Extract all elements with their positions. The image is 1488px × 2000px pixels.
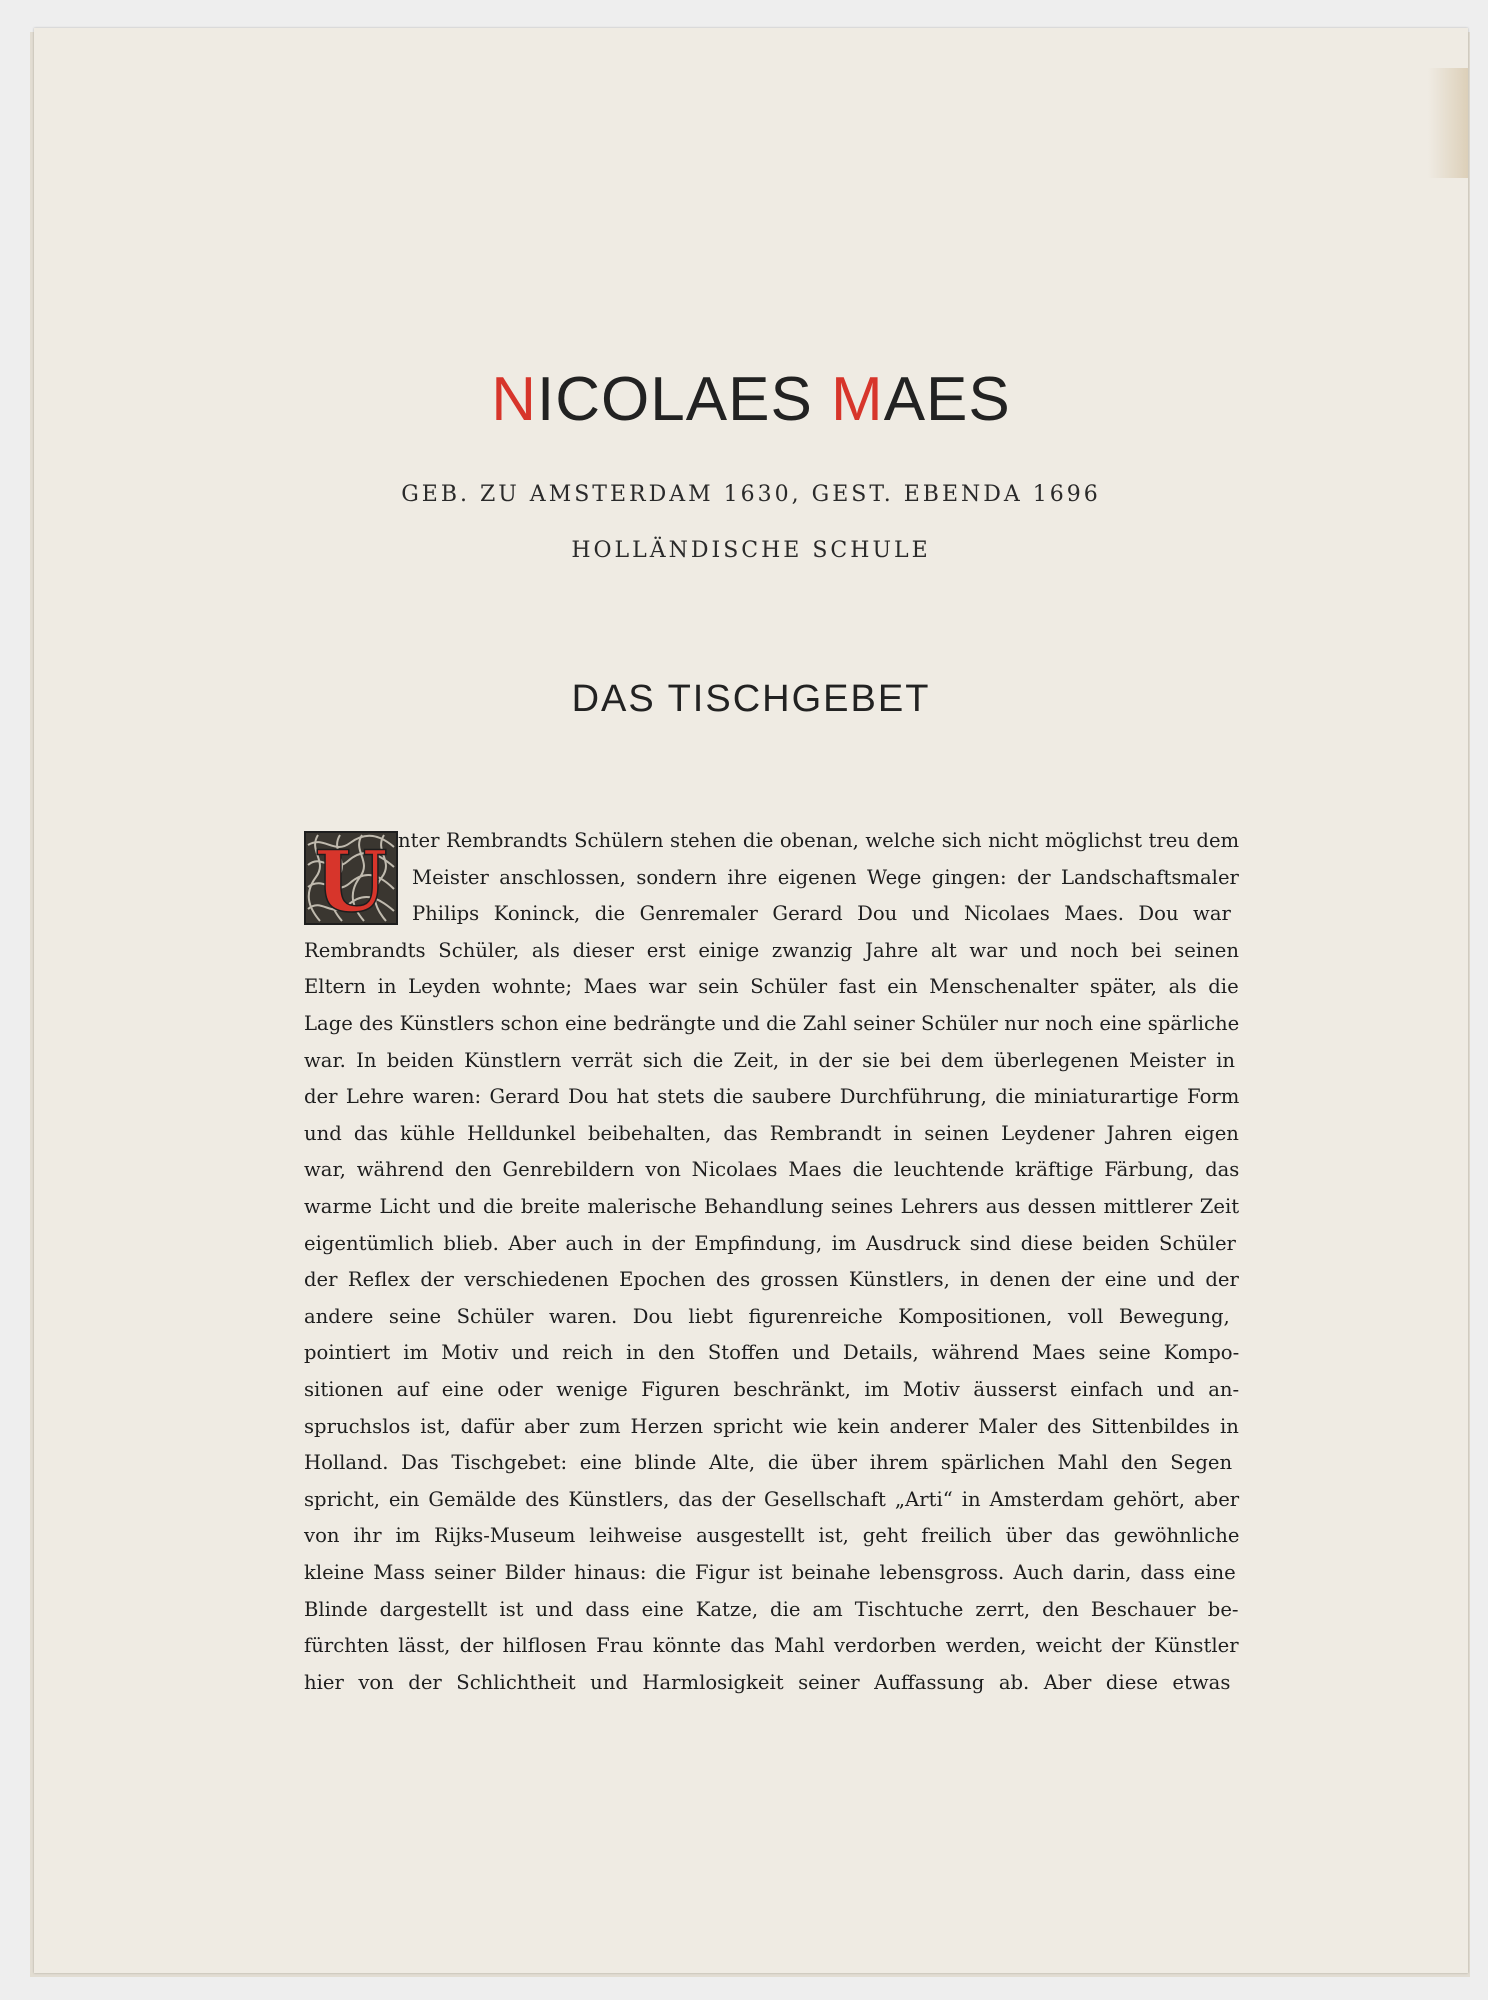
body-line: der Lehre waren: Gerard Dou hat stets die saubere Durchführung, die miniaturartige Form [304,1085,1240,1109]
section-heading: DAS TISCHGEBET [571,678,931,720]
body-line: von ihr im Rijks-Museum leihweise ausgestellt ist, geht freilich über das gewöhnliche [304,1524,1240,1548]
ornamental-dropcap-icon [304,831,398,925]
paper-stain [1428,68,1468,178]
body-line: und das kühle Helldunkel beibehalten, das Rembrandt in seinen Leydener Jahren eigen [304,1121,1239,1145]
birth-death-line: GEB. ZU AMSTERDAM 1630, GEST. EBENDA 1696 [401,482,1101,507]
body-line: hier von der Schlichtheit und Harmlosigkeit seiner Auffassung ab. Aber diese etwas [304,1670,1231,1694]
title-initial-m: M [831,365,884,434]
body-line: warme Licht und die breite malerische Behandlung seines Lehrers aus dessen mittlerer Zeit [304,1195,1240,1218]
body-line: eigentümlich blieb. Aber auch in der Empfindung, im Ausdruck sind diese beiden Schüler [304,1231,1236,1255]
title-rest-1: ICOLAES [537,365,832,434]
dropcap-letter: U [314,832,388,925]
body-line: pointiert im Motiv und reich in den Stoffen und Details, während Maes seine Kompo- [304,1341,1240,1365]
page-sheet [34,28,1468,1973]
body-line: fürchten lässt, der hilflosen Frau könnte das Mahl verdorben werden, weicht der Künstler [304,1634,1239,1658]
body-line: Rembrandts Schüler, als dieser erst einige zwanzig Jahre alt war und noch bei seinen [304,938,1239,962]
body-line: kleine Mass seiner Bilder hinaus: die Figur ist beinahe lebensgross. Auch darin, dass eine [304,1561,1236,1584]
body-line: Lage des Künstlers schon eine bedrängte und die Zahl seiner Schüler nur noch eine spärliche [304,1012,1240,1035]
body-line: Holland. Das Tischgebet: eine blinde Alte, die über ihrem spärlichen Mahl den Segen [304,1451,1233,1475]
body-line: spruchslos ist, dafür aber zum Herzen spricht wie kein anderer Maler des Sittenbildes in [304,1414,1239,1438]
body-line: war. In beiden Künstlern verrät sich die Zeit, in der sie bei dem überlegenen Meister in [304,1048,1236,1072]
body-line: Eltern in Leyden wohnte; Maes war sein Schüler fast ein Menschenalter später, als die [304,975,1239,999]
body-line: war, während den Genrebildern von Nicolaes Maes die leuchtende kräftige Färbung, das [304,1158,1240,1182]
body-line: spricht, ein Gemälde des Künstlers, das der Gesellschaft „Arti“ in Amsterdam gehört, aber [304,1487,1240,1511]
page-title [34,364,1468,435]
body-line: Philips Koninck, die Genremaler Gerard Dou und Nicolaes Maes. Dou war [412,902,1231,926]
body-line: Meister anschlossen, sondern ihre eigenen Wege gingen: der Landschaftsmaler [412,865,1239,889]
body-line: Blinde dargestellt ist und dass eine Katze, die am Tischtuche zerrt, den Beschauer be- [304,1597,1239,1621]
title-rest-2: AES [883,365,1011,434]
body-line: sitionen auf eine oder wenige Figuren beschränkt, im Motiv äusserst einfach und an- [304,1378,1240,1401]
body-line: andere seine Schüler waren. Dou liebt figurenreiche Kompositionen, voll Bewegung, [304,1304,1230,1328]
school-line: HOLLÄNDISCHE SCHULE [571,538,931,563]
title-initial-n: N [491,365,538,434]
body-line: der Reflex der verschiedenen Epochen des grossen Künstlers, in denen der eine und der [304,1268,1239,1292]
body-line: nter Rembrandts Schülern stehen die obenan, welche sich nicht möglichst treu dem [398,829,1240,852]
